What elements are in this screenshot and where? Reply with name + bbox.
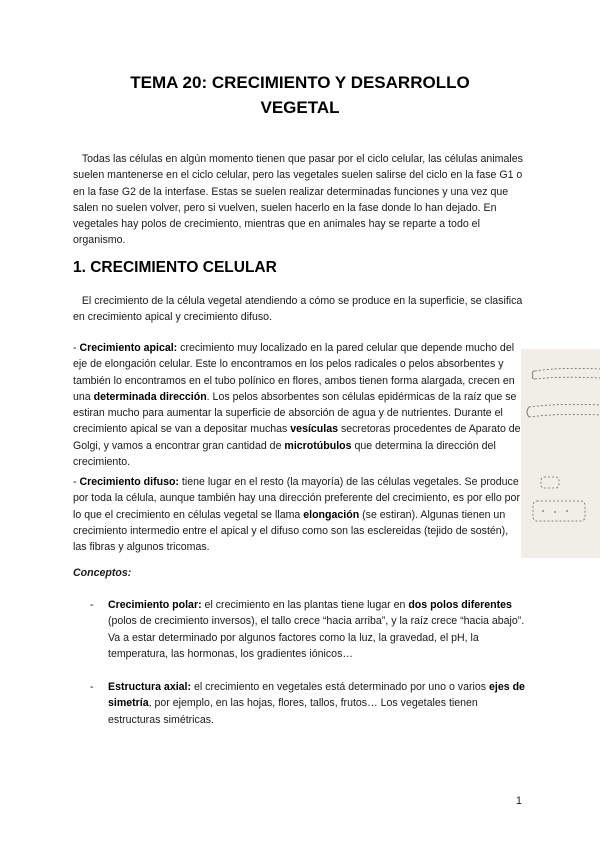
concept-text-2: , por ejemplo, en las hojas, flores, tallos, frutos… Los vegetales tienen estructuras simétricas.: [108, 697, 478, 726]
title-line-1: TEMA 20: CRECIMIENTO Y DESARROLLO: [130, 73, 470, 92]
page-title: [70, 70, 530, 120]
sketch-hair-1: [535, 368, 600, 371]
concepts-list: [73, 597, 533, 745]
sketch-dot: [566, 510, 568, 512]
list-item: [73, 679, 533, 728]
difuso-text-1: tiene lugar en el resto (la mayoría) de las células vegetales. Se produce por toda la célula, aunque también hay una dirección preferente del crecimiento, es por ello por lo que el crecimiento en células vegetal se llama: [73, 476, 520, 521]
sketch-cell-large: [533, 501, 585, 521]
concept-text-1: el crecimiento en vegetales está determinado por uno o varios: [191, 681, 490, 694]
sketch-dot: [554, 511, 556, 513]
diffuse-growth-paragraph: [73, 474, 521, 555]
intro-paragraph: [73, 151, 533, 249]
list-item: [73, 597, 533, 662]
apical-bold-3: microtúbulos: [284, 439, 352, 452]
cell-growth-sketch-image: [521, 349, 600, 558]
conceptos-label: Conceptos:: [73, 567, 132, 579]
concept-term: Estructura axial:: [108, 681, 192, 694]
sketch-hair-2: [529, 404, 600, 407]
apical-text-3: secretoras procedentes de Aparato de Golgi, y vamos a encontrar gran cantidad de: [73, 423, 521, 452]
difuso-text-2: (se estiran). Algunas tienen un crecimiento intermedio entre el apical y el difuso como son las esclereidas (tejido de sostén), las fibras y algunos tricomas.: [73, 508, 509, 554]
difuso-prefix: -: [73, 476, 80, 488]
concept-text-2: (polos de crecimiento inversos), el tallo crece “hacia arriba”, y la raíz crece “hacia abajo”. Va a estar determinado por algunos factores como la luz, la gravedad, el pH, la temperatura, las hormonas, los gradientes iónicos…: [108, 615, 525, 660]
concept-bold-1: dos polos diferentes: [408, 599, 512, 611]
title-line-2: VEGETAL: [260, 98, 340, 117]
section-heading-crecimiento-celular: 1. CRECIMIENTO CELULAR: [73, 259, 277, 276]
concept-term: Crecimiento polar:: [108, 599, 202, 611]
apical-bold-1: determinada dirección: [93, 390, 207, 403]
sketch-hair-1b: [535, 377, 600, 379]
sketch-drawing: [521, 349, 600, 558]
apical-text-2: . Los pelos absorbentes son células epidérmicas de la raíz que se estiran mucho para aumentar la superficie de absorción de agua y de nutrientes. Durante el crecimiento apical se van a depositar muchas: [73, 390, 517, 436]
apical-growth-paragraph: [73, 340, 521, 470]
sketch-hair-2b: [529, 414, 600, 417]
apical-term: Crecimiento apical:: [79, 342, 178, 354]
difuso-bold-1: elongación: [303, 508, 360, 521]
apical-text-1: crecimiento muy localizado en la pared celular que depende mucho del eje de elongación celular. Este lo encontramos en los pelos radicales o pelos absorbentes y también lo encontramos en el tubo polínico en flores, ambos tienen forma alargada, crecen en una: [73, 342, 515, 403]
difuso-term: Crecimiento difuso:: [79, 476, 179, 488]
sketch-cell-small: [541, 477, 559, 488]
concept-text-1: el crecimiento en las plantas tiene lugar en: [201, 599, 409, 611]
sketch-tip-2: [527, 407, 529, 417]
page-number: 1: [516, 795, 522, 807]
sketch-tip-1: [532, 371, 535, 379]
concept-bold-1: ejes de simetría: [108, 681, 525, 710]
apical-bold-2: vesículas: [290, 423, 338, 436]
apical-prefix: -: [73, 342, 80, 354]
list-dash: -: [90, 599, 94, 611]
sketch-dot: [542, 510, 544, 512]
apical-text-4: que determina la dirección del crecimiento.: [73, 439, 496, 469]
section-intro-paragraph: [73, 293, 533, 326]
section-intro-text: El crecimiento de la célula vegetal atendiendo a cómo se produce en la superficie, se clasifica en crecimiento apical y crecimiento difuso.: [73, 295, 523, 324]
intro-text: Todas las células en algún momento tienen que pasar por el ciclo celular, las células animales suelen mantenerse en el ciclo celular, pero las vegetales suelen salirse del ciclo en la fase G1 o en la fase G2 de la interfase. Estas se suelen realizar determinadas funciones y una vez que salen no suelen volver, pero si vuelven, suelen hacerlo en la fase donde lo han dejado. En vegetales hay polos de crecimiento, mientras que en animales hay se reparte a todo el organismo.: [73, 153, 523, 247]
list-dash: -: [90, 681, 94, 694]
